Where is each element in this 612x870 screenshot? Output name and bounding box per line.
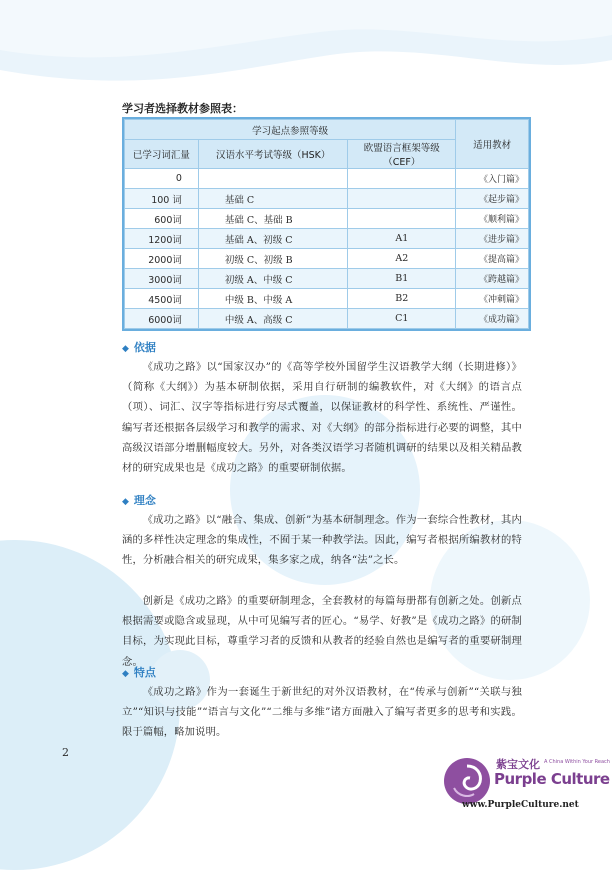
table-row <box>125 189 529 209</box>
table-row <box>125 209 529 229</box>
cell-book: 《进步篇》 <box>456 229 529 249</box>
section-basis-paragraph: 《成功之路》以“国家汉办”的《高等学校外国留学生汉语教学大纲（长期进修）》（简称《大纲》）为基本研制依据，采用自行研制的编教软件，对《大纲》的语言点（项）、词汇、汉字等指标进行穷尽式覆盖，以保证教材的科学性、系统性、严谨性。编写者还根据各层级学习和教学的需求、对《大纲》的部分指标进行必要的调整，其中高级汉语部分增删幅度较大。另外，对各类汉语学习者随机调研的结果以及相关精品教材的研究成果也是《成功之路》的重要研制依据。 <box>122 361 522 475</box>
col-header-vocab: 已学习词汇量 <box>125 140 199 169</box>
cell-vocab: 1200词 <box>125 229 199 249</box>
section-philosophy-paragraph: 《成功之路》以“融合、集成、创新”为基本研制理念。作为一套综合性教材，其内涵的多样性决定理念的集成性，不囿于某一种教学法。因此，编写者根据所编教材的特性，分析融合相关的研究成果，集多家之成，纳各“法”之长。 <box>122 514 522 567</box>
section-features-paragraph: 《成功之路》作为一套诞生于新世纪的对外汉语教材，在“传承与创新”“关联与独立”“知识与技能”“语言与文化”“二维与多维”诸方面融入了编写者更多的思考和实践。限于篇幅，略加说明。 <box>122 686 522 739</box>
table-row <box>125 169 529 189</box>
cell-cef <box>348 209 456 229</box>
cell-hsk: 初级 A、中级 C <box>198 269 348 289</box>
reference-table <box>122 117 531 331</box>
table-row <box>125 309 529 329</box>
cell-book: 《顺利篇》 <box>456 209 529 229</box>
cell-cef: B1 <box>348 269 456 289</box>
diamond-bullet-icon: ◆ <box>122 669 129 679</box>
col-header-hsk: 汉语水平考试等级（HSK） <box>198 140 348 169</box>
diamond-bullet-icon: ◆ <box>122 344 129 354</box>
cell-book: 《入门篇》 <box>456 169 529 189</box>
cell-cef: C1 <box>348 309 456 329</box>
section-title-philosophy: ◆ 理念 <box>122 494 156 507</box>
cell-cef <box>348 189 456 209</box>
cell-hsk: 基础 C、基础 B <box>198 209 348 229</box>
section-philosophy-paragraph: 创新是《成功之路》的重要研制理念，全套教材的每篇每册都有创新之处。创新点根据需要或隐含或显现，从中可见编写者的匠心。“易学、好教”是《成功之路》的研制目标，为实现此目标，尊重学习者的反馈和从教者的经验自然也是编写者的重要研制理念。 <box>122 595 522 668</box>
table-row <box>125 289 529 309</box>
cell-vocab: 100 词 <box>125 189 199 209</box>
book-header: 适用教材 <box>456 120 529 169</box>
logo-swirl-icon <box>444 758 490 804</box>
diamond-bullet-icon: ◆ <box>122 497 129 507</box>
logo-url: www.PurpleCulture.net <box>462 800 579 810</box>
table-caption: 学习者选择教材参照表： <box>122 102 243 115</box>
cell-hsk: 中级 A、高级 C <box>198 309 348 329</box>
cell-book: 《提高篇》 <box>456 249 529 269</box>
cell-vocab: 600词 <box>125 209 199 229</box>
cell-book: 《跨越篇》 <box>456 269 529 289</box>
logo-chinese-name: 紫宝文化 <box>496 758 540 771</box>
cell-book: 《成功篇》 <box>456 309 529 329</box>
cell-hsk: 基础 A、初级 C <box>198 229 348 249</box>
cell-cef: A2 <box>348 249 456 269</box>
table-row <box>125 249 529 269</box>
cell-cef <box>348 169 456 189</box>
group-header: 学习起点参照等级 <box>125 120 456 140</box>
cell-hsk: 基础 C <box>198 189 348 209</box>
cell-hsk <box>198 169 348 189</box>
table-row <box>125 229 529 249</box>
cell-hsk: 初级 C、初级 B <box>198 249 348 269</box>
cell-vocab: 2000词 <box>125 249 199 269</box>
cell-vocab: 0 <box>125 169 199 189</box>
header-wave-decoration <box>0 0 612 110</box>
cell-book: 《冲刺篇》 <box>456 289 529 309</box>
page-number: 2 <box>62 746 69 759</box>
section-title-features: ◆ 特点 <box>122 666 156 679</box>
cell-vocab: 3000词 <box>125 269 199 289</box>
cell-book: 《起步篇》 <box>456 189 529 209</box>
logo-english-name: Purple Culture <box>494 770 610 788</box>
cell-cef: B2 <box>348 289 456 309</box>
cell-vocab: 6000词 <box>125 309 199 329</box>
section-title-basis: ◆ 依据 <box>122 341 156 354</box>
col-header-cef: 欧盟语言框架等级（CEF） <box>348 140 456 169</box>
purple-culture-logo <box>440 750 612 819</box>
table-row <box>125 269 529 289</box>
logo-tagline: A China Within Your Reach <box>544 759 610 765</box>
cell-hsk: 中级 B、中级 A <box>198 289 348 309</box>
cell-vocab: 4500词 <box>125 289 199 309</box>
cell-cef: A1 <box>348 229 456 249</box>
